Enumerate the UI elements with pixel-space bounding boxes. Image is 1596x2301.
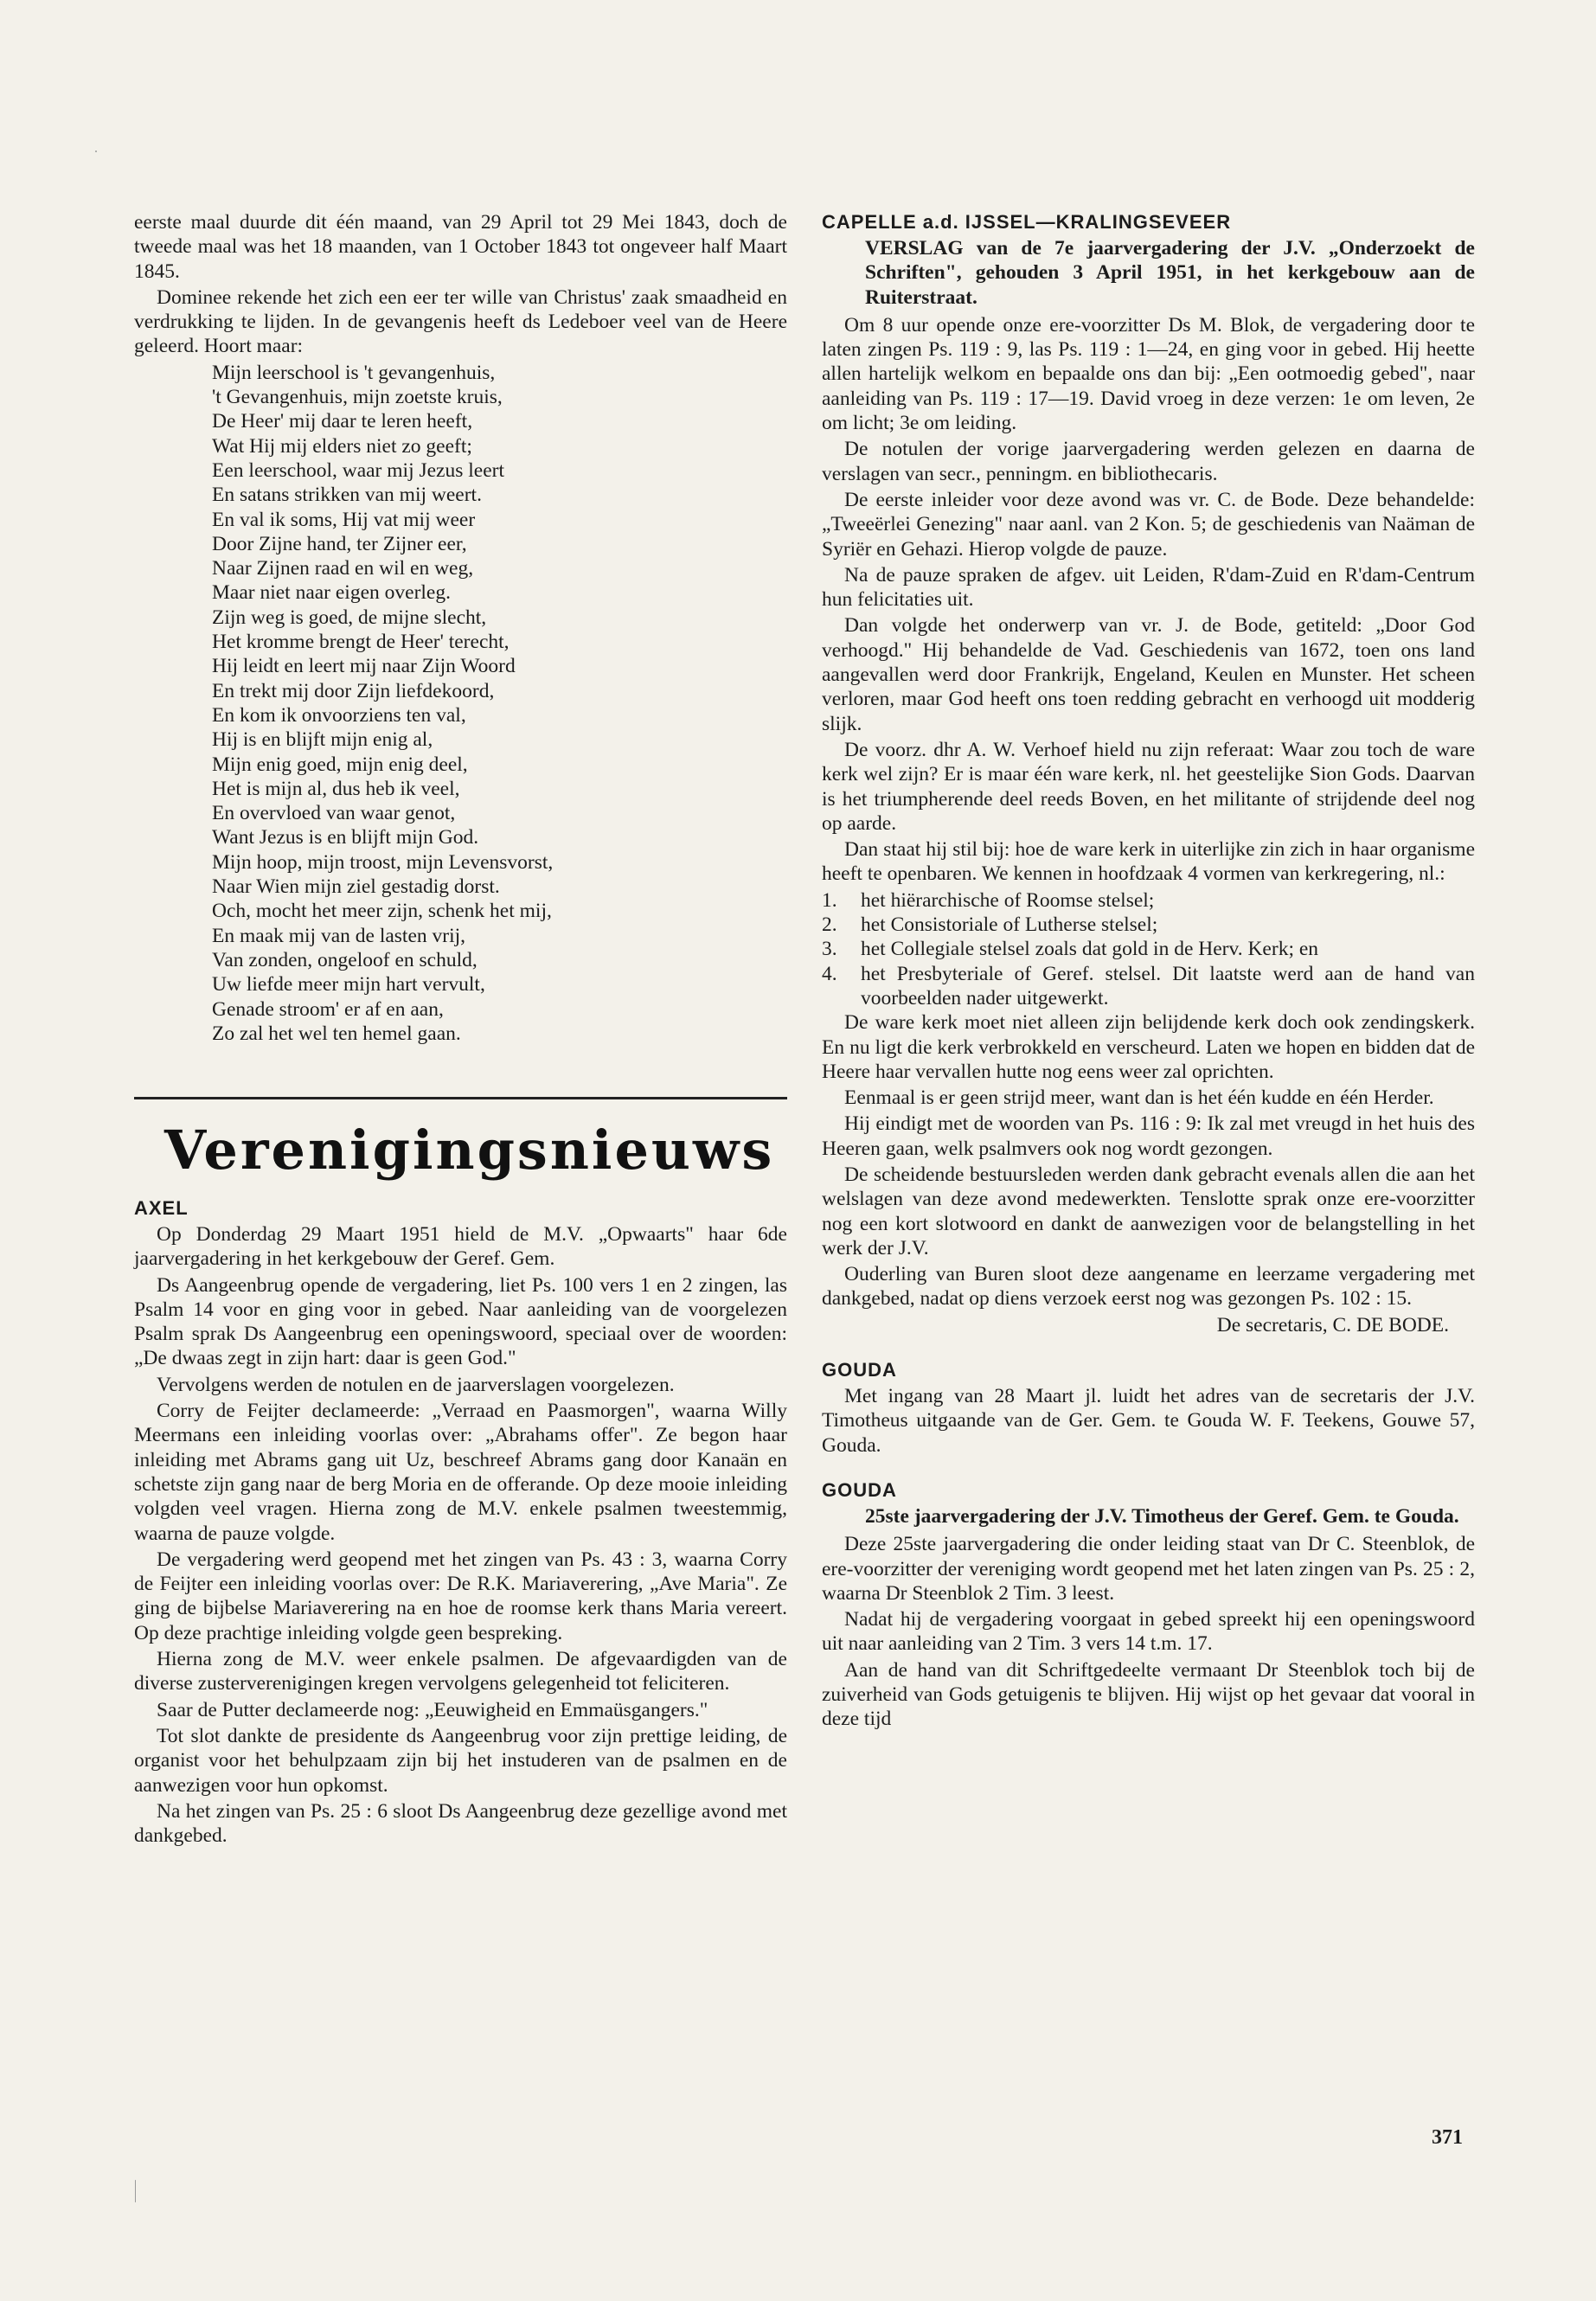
list-number: 1. — [822, 888, 837, 912]
print-speck — [95, 151, 97, 152]
report-heading: 25ste jaarvergadering der J.V. Timotheus der Geref. Gem. te Gouda. — [865, 1504, 1459, 1528]
list-text: het Collegiale stelsel zoals dat gold in de Herv. Kerk; en — [861, 938, 1319, 961]
article-paragraph: Eenmaal is er geen strijd meer, want dan is het één kudde en één Herder. — [844, 1086, 1434, 1110]
article-paragraph: Saar de Putter declameerde nog: „Eeuwigheid en Emmaüsgangers." — [157, 1698, 708, 1721]
axel-report — [134, 1196, 787, 1849]
print-speck — [135, 2180, 136, 2202]
poem-line: En satans strikken van mij weert. — [212, 484, 482, 507]
article-paragraph: Dan volgde het onderwerp van vr. J. de Bode, getiteld: „Door God verhoogd." Hij behandelde de Vad. Geschiedenis van 1672, toen ons land aangevallen werd door Frankrijk, Engeland, Keulen en Munster. Het scheen verloren, maar God heeft ons toen redding gebracht en verhoogd uit modderig slijk. — [822, 614, 1475, 735]
poem-line: Och, mocht het meer zijn, schenk het mij, — [212, 900, 552, 923]
poem-line: Het is mijn al, dus heb ik veel, — [212, 777, 460, 800]
poem-line: Van zonden, ongeloof en schuld, — [212, 948, 478, 971]
left-column — [134, 210, 787, 1046]
article-paragraph: Ouderling van Buren sloot deze aangename en leerzame vergadering met dankgebed, nadat op diens verzoek eerst nog was gezongen Ps. 102 : 15. — [822, 1263, 1475, 1311]
list-text: het hiërarchische of Roomse stelsel; — [861, 888, 1155, 912]
article-paragraph: De ware kerk moet niet alleen zijn belijdende kerk doch ook zendingskerk. En nu ligt die kerk verbrokkeld en verscheurd. Laten we hopen en bidden dat de Heere haar vervallen hutte nog eens weer zal oprichten. — [822, 1011, 1475, 1083]
location-heading: AXEL — [134, 1197, 189, 1219]
poem-line: En val ik soms, Hij vat mij weer — [212, 508, 476, 531]
poem-line: Wat Hij mij elders niet zo geeft; — [212, 434, 472, 458]
poem-line: Mijn enig goed, mijn enig deel, — [212, 753, 468, 776]
poem-line: Naar Zijnen raad en wil en weg, — [212, 557, 474, 580]
poem-line: Hij is en blijft mijn enig al, — [212, 728, 433, 752]
article-paragraph: Corry de Feijter declameerde: „Verraad en Paasmorgen", waarna Willy Meermans een inleiding voorlas over: „Abrahams offer". Ze begon haar inleiding met Abrams gang uit Uz, beschreef Abrams gang door Kanaän en schetste zijn gang naar de berg Moria en de offerande. Op deze mooie inleiding volgden veel vragen. Hierna zong de M.V. enkele psalmen tweestemmig, waarna de pauze volgde. — [134, 1400, 787, 1545]
article-paragraph: De notulen der vorige jaarvergadering werden gelezen en daarna de verslagen van secr., penningm. en bibliothecaris. — [822, 438, 1475, 485]
poem-line: En trekt mij door Zijn liefdekoord, — [212, 679, 495, 702]
list-item — [822, 937, 1475, 961]
article-paragraph: Hierna zong de M.V. weer enkele psalmen. De afgevaardigden van de diverse zusterverenigingen kregen vervolgens gelegenheid tot feliciteren. — [134, 1648, 787, 1695]
article-paragraph: Aan de hand van dit Schriftgedeelte vermaant Dr Steenblok toch bij de zuiverheid van Gods getuigenis te blijven. Hij wijst op het gevaar dat vooral in deze tijd — [822, 1658, 1475, 1731]
article-paragraph: Deze 25ste jaarvergadering die onder leiding staat van Dr C. Steenblok, de ere-voorzitter der vereniging wordt geopend met het laten zingen van Ps. 25 : 2, waarna Dr Steenblok 2 Tim. 3 leest. — [822, 1533, 1475, 1605]
poem-line: Want Jezus is en blijft mijn God. — [212, 826, 479, 849]
poem-line: Mijn hoop, mijn troost, mijn Levensvorst, — [212, 850, 554, 874]
page-number: 371 — [1432, 2126, 1463, 2149]
poem-line: Zijn weg is goed, de mijne slecht, — [212, 606, 487, 629]
poem-line: Hij leidt en leert mij naar Zijn Woord — [212, 655, 516, 678]
list-number: 3. — [822, 938, 837, 961]
article-paragraph: Op Donderdag 29 Maart 1951 hield de M.V. „Opwaarts" haar 6de jaarvergadering in het kerkgebouw der Geref. Gem. — [134, 1223, 787, 1271]
list-text: het Presbyteriale of Geref. stelsel. Dit laatste werd aan de hand van voorbeelden nader uitgewerkt. — [861, 962, 1475, 1009]
list-item — [822, 913, 1475, 937]
poem-line: De Heer' mij daar te leren heeft, — [212, 410, 473, 433]
poem-line: Genade stroom' er af en aan, — [212, 997, 444, 1021]
poem-line: Een leerschool, waar mij Jezus leert — [212, 458, 504, 482]
poem-line: 't Gevangenhuis, mijn zoetste kruis, — [212, 386, 503, 409]
poem — [212, 361, 787, 1046]
poem-line: Door Zijne hand, ter Zijner eer, — [212, 532, 467, 555]
spacer — [822, 1459, 1475, 1478]
location-heading: GOUDA — [822, 1478, 897, 1501]
article-paragraph: Dan staat hij stil bij: hoe de ware kerk in uiterlijke zin zich in haar organisme heeft te openbaren. We kennen in hoofdzaak 4 vormen van kerkregering, nl.: — [822, 838, 1475, 886]
article-paragraph: Ds Aangeenbrug opende de vergadering, liet Ps. 100 vers 1 en 2 zingen, las Psalm 14 voor en ging voor in gebed. Naar aanleiding van de voorgelezen Psalm sprak Ds Aangeenbrug een openingswoord, speciaal over de woorden: „De dwaas zegt in zijn hart: daar is geen God." — [134, 1273, 787, 1370]
section-divider — [134, 1097, 787, 1099]
poem-line: En maak mij van de lasten vrij, — [212, 924, 466, 947]
article-paragraph: Tot slot dankte de presidente ds Aangeenbrug voor zijn prettige leiding, de organist voor het behulpzaam zijn bij het instuderen van de psalmen en de aanwezigen voor hun opkomst. — [134, 1724, 787, 1797]
list-text: het Consistoriale of Lutherse stelsel; — [861, 913, 1158, 937]
poem-line: En kom ik onvoorziens ten val, — [212, 703, 466, 727]
poem-line: En overvloed van waar genot, — [212, 802, 456, 825]
list-number: 4. — [822, 962, 837, 985]
poem-line: Het kromme brengt de Heer' terecht, — [212, 631, 510, 654]
report-heading: VERSLAG van de 7e jaarvergadering der J.V. „Onderzoekt de Schriften", gehouden 3 April 1951, in het kerkgebouw aan de Ruiterstraat. — [865, 237, 1475, 309]
article-paragraph: Nadat hij de vergadering voorgaat in gebed spreekt hij een openingswoord uit naar aanleiding van 2 Tim. 3 vers 14 t.m. 17. — [822, 1608, 1475, 1656]
article-paragraph: Vervolgens werden de notulen en de jaarverslagen voorgelezen. — [157, 1373, 675, 1396]
article-paragraph: Om 8 uur opende onze ere-voorzitter Ds M. Blok, de vergadering door te laten zingen Ps. 119 : 9, las Ps. 119 : 1—24, en ging voor in gebed. Hij heette allen hartelijk welkom en bepaalde ons dan bij: „Een ootmoedig gebed", naar aanleiding van Ps. 119 : 17—19. David vroeg in deze verzen: 1e om leven, 2e om licht; 3e om leiding. — [822, 313, 1475, 435]
article-paragraph: Dominee rekende het zich een eer ter wille van Christus' zaak smaadheid en verdrukking te lijden. In de gevangenis heeft ds Ledeboer veel van de Heere geleerd. Hoort maar: — [134, 285, 787, 358]
location-heading: GOUDA — [822, 1359, 897, 1381]
right-column — [822, 210, 1475, 1734]
list-item — [822, 962, 1475, 1011]
article-paragraph: De scheidende bestuursleden werden dank gebracht evenals allen die aan het welslagen van deze avond medewerkten. Tenslotte sprak onze ere-voorzitter nog een kort slotwoord en dankt de aanwezigen voor de belangstelling in het werk der J.V. — [822, 1163, 1475, 1259]
location-heading: CAPELLE a.d. IJSSEL—KRALINGSEVEER — [822, 211, 1232, 233]
article-paragraph: Hij eindigt met de woorden van Ps. 116 : 9: Ik zal met vreugd in het huis des Heeren gaan, welk psalmvers ook nog wordt gezongen. — [822, 1112, 1475, 1160]
article-paragraph: eerste maal duurde dit één maand, van 29 April tot 29 Mei 1843, doch de tweede maal was het 18 maanden, van 1 October 1843 tot ongeveer half Maart 1845. — [134, 211, 787, 283]
article-paragraph: De vergadering werd geopend met het zingen van Ps. 43 : 3, waarna Corry de Feijter een inleiding voorlas over: De R.K. Mariaverering, „Ave Maria". Ze ging de bijbelse Mariaverering na en hoe de roomse kerk thans Maria vereert. Op deze prachtige inleiding volgde geen bespreking. — [134, 1548, 787, 1644]
poem-line: Mijn leerschool is 't gevangenhuis, — [212, 361, 496, 384]
church-government-list — [822, 888, 1475, 1010]
article-paragraph: De voorz. dhr A. W. Verhoef hield nu zijn referaat: Waar zou toch de ware kerk wel zijn? Er is maar één ware kerk, nl. het geestelijke Sion Gods. Daarvan is het triumpherende deel reeds Boven, en het militante of strijdende deel nog op aarde. — [822, 738, 1475, 835]
list-number: 2. — [822, 913, 837, 937]
article-paragraph: Na het zingen van Ps. 25 : 6 sloot Ds Aangeenbrug deze gezellige avond met dankgebed. — [134, 1799, 787, 1848]
section-title: Verenigingsnieuws — [164, 1118, 775, 1182]
poem-line: Naar Wien mijn ziel gestadig dorst. — [212, 875, 500, 899]
article-paragraph: Na de pauze spraken de afgev. uit Leiden, R'dam-Zuid en R'dam-Centrum hun felicitaties uit. — [822, 563, 1475, 612]
spacer — [822, 1339, 1475, 1358]
article-paragraph: Met ingang van 28 Maart jl. luidt het adres van de secretaris der J.V. Timotheus uitgaande van de Ger. Gem. te Gouda W. F. Teekens, Gouwe 57, Gouda. — [822, 1385, 1475, 1457]
signature: De secretaris, C. DE BODE. — [1216, 1313, 1449, 1336]
list-item — [822, 888, 1475, 913]
article-paragraph: De eerste inleider voor deze avond was vr. C. de Bode. Deze behandelde: „Tweeërlei Genezing" naar aanl. van 2 Kon. 5; de geschiedenis van Naäman de Syriër en Gehazi. Hierop volgde de pauze. — [822, 488, 1475, 561]
poem-line: Uw liefde meer mijn hart vervult, — [212, 973, 485, 997]
poem-line: Maar niet naar eigen overleg. — [212, 581, 451, 605]
poem-line: Zo zal het wel ten hemel gaan. — [212, 1022, 461, 1045]
